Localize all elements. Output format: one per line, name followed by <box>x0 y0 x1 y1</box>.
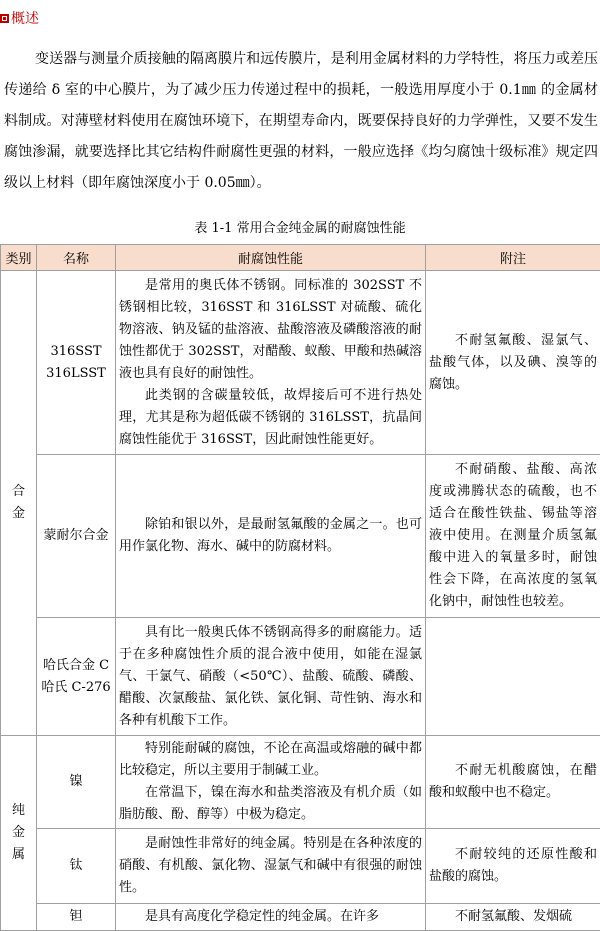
performance-paragraph-1: 除铂和银以外，是最耐氢氟酸的金属之一。也可用作氯化物、海水、碱中的防腐材料。 <box>119 514 422 558</box>
performance-cell <box>116 618 426 736</box>
bullet-square-icon <box>0 14 9 23</box>
material-name-line2: 316LSST <box>39 363 113 385</box>
material-name-line1: 钛 <box>39 855 113 877</box>
intro-paragraph: 变送器与测量介质接触的隔离膜片和远传膜片，是利用金属材料的力学特性，将压力或差压传递给 δ 室的中心膜片，为了减少压力传递过程中的损耗，一般选用厚度小于 0.1㎜ 的金属材料制成。对薄壁材料使用在腐蚀环境下，在期望寿命内，既要保持良好的力学弹性，又要不发生腐蚀渗漏，就要选择比其它结构件耐腐性更强的材料，一般应选择《均匀腐蚀十级标准》规定四级以上材料（即年腐蚀深度小于 0.05㎜）。 <box>4 44 598 199</box>
material-name-line1: 镍 <box>39 771 113 793</box>
table-header-row <box>1 245 600 271</box>
performance-cell <box>116 455 426 618</box>
table-row <box>1 736 600 829</box>
note-text: 不耐硝酸、盐酸、高浓度或沸腾状态的硫酸，也不适合在酸性铁盐、锡盐等溶液中使用。在测量介质氢氟酸中进入的氧量多时，耐蚀性会下降，在高浓度的氢氧化钠中，耐蚀性也较差。 <box>429 459 597 613</box>
table-row <box>1 904 600 931</box>
material-name <box>37 904 116 931</box>
note-text: 不耐氢氟酸、湿氯气、盐酸气体，以及碘、溴等的腐蚀。 <box>429 330 597 396</box>
category-alloy <box>1 271 37 736</box>
material-name <box>37 455 116 618</box>
table-row <box>1 829 600 904</box>
performance-paragraph-2: 此类钢的含碳量较低，故焊接后可不进行热处理，尤其是称为超低碳不锈钢的 316LSST，抗晶间腐蚀性能优于 316SST，因此耐蚀性能更好。 <box>119 385 422 451</box>
table-row <box>1 618 600 736</box>
note-cell <box>426 904 600 931</box>
section-heading-text: 概述 <box>11 11 39 27</box>
performance-paragraph-1: 是耐蚀性非常好的纯金属。特别是在各种浓度的硝酸、有机酸、氯化物、湿氯气和碱中有很强的耐蚀性。 <box>119 833 422 899</box>
performance-cell <box>116 271 426 455</box>
header-performance: 耐腐蚀性能 <box>116 245 426 271</box>
material-name <box>37 736 116 829</box>
material-name-line1: 钽 <box>39 906 113 928</box>
header-category: 类别 <box>1 245 37 271</box>
performance-paragraph-2: 在常温下，镍在海水和盐类溶液及有机介质（如脂肪酸、酚、醇等）中极为稳定。 <box>119 782 422 826</box>
header-name: 名称 <box>37 245 116 271</box>
category-pure-metal <box>1 736 37 931</box>
material-name <box>37 829 116 904</box>
note-text: 不耐无机酸腐蚀，在醋酸和蚁酸中也不稳定。 <box>429 760 597 804</box>
table-row <box>1 455 600 618</box>
material-name-line1: 哈氏合金 C <box>39 655 113 677</box>
material-name-line1: 316SST <box>39 341 113 363</box>
note-cell <box>426 736 600 829</box>
header-note: 附注 <box>426 245 600 271</box>
category-pure-metal-label: 纯金属 <box>12 800 26 866</box>
note-text: 不耐氢氟酸、发烟硫 <box>429 906 597 928</box>
performance-cell <box>116 904 426 931</box>
material-name <box>37 271 116 455</box>
material-name-line2: 哈氏 C-276 <box>39 677 113 699</box>
material-name-line1: 蒙耐尔合金 <box>39 525 113 547</box>
performance-paragraph-1: 特别能耐碱的腐蚀，不论在高温或熔融的碱中都比较稳定，所以主要用于制碱工业。 <box>119 738 422 782</box>
table-row <box>1 271 600 455</box>
note-cell <box>426 618 600 736</box>
note-cell <box>426 829 600 904</box>
performance-paragraph-1: 是常用的奥氏体不锈钢。同标准的 302SST 不锈钢相比较，316SST 和 316LSST 对硫酸、硫化物溶液、钠及锰的盐溶液、盐酸溶液及磷酸溶液的耐蚀性都优于 302SST，对醋酸、蚁酸、甲酸和热碱溶液也具有良好的耐蚀性。 <box>119 275 422 385</box>
note-cell <box>426 455 600 618</box>
category-alloy-label: 合金 <box>12 481 26 525</box>
table-caption: 表 1-1 常用合金纯金属的耐腐蚀性能 <box>0 217 600 236</box>
corrosion-table <box>0 244 600 931</box>
performance-paragraph-1: 具有比一般奥氏体不锈钢高得多的耐腐能力。适于在多种腐蚀性介质的混合液中使用，如能在湿氯气、干氯气、硝酸（<50℃）、盐酸、硫酸、磷酸、醋酸、次氯酸盐、氯化铁、氯化铜、苛性钠、海水和各种有机酸下工作。 <box>119 622 422 732</box>
performance-paragraph-1: 是具有高度化学稳定性的纯金属。在许多 <box>119 906 422 928</box>
performance-cell <box>116 736 426 829</box>
note-text: 不耐较纯的还原性酸和盐酸的腐蚀。 <box>429 844 597 888</box>
note-cell <box>426 271 600 455</box>
material-name <box>37 618 116 736</box>
section-heading <box>0 8 39 28</box>
performance-cell <box>116 829 426 904</box>
